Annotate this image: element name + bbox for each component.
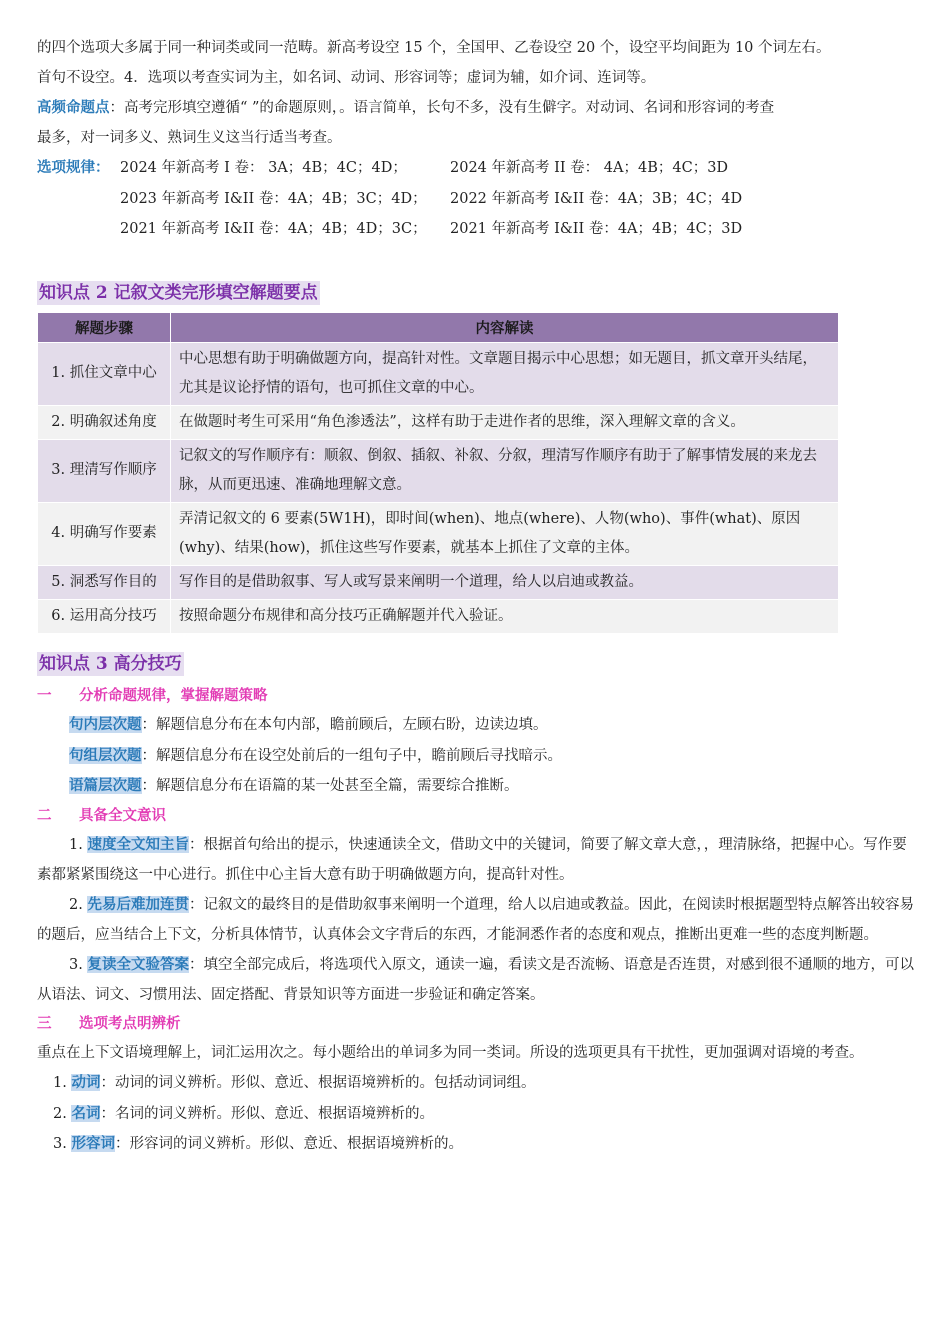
step-cell: 5. 洞悉写作目的: [38, 565, 171, 599]
kp2-heading: [37, 281, 917, 305]
highlight-label: 形容词: [71, 1135, 115, 1152]
highlight-label: 名词: [71, 1104, 101, 1122]
content-cell: 按照命题分布规律和高分技巧正确解题并代入验证。: [171, 599, 839, 633]
step-cell: 4. 明确写作要素: [38, 502, 171, 565]
options-cell: 2022 年新高考 I&II 卷：4A；3B；4C；4D: [450, 190, 743, 207]
options-label: 选项规律：: [37, 159, 110, 176]
kp2-title: 知识点 2 记叙文类完形填空解题要点: [39, 282, 318, 303]
document-page: [37, 34, 917, 1160]
freq-paragraph: [37, 93, 917, 124]
table-row: [38, 405, 839, 439]
intro-line-1: 的四个选项大多属于同一种词类或同一范畴。新高考设空 15 个，全国甲、乙卷设空 20 个，设空平均间距为 10 个词左右。: [37, 40, 831, 56]
table-row: [38, 565, 839, 599]
highlight-label: 动词: [71, 1074, 101, 1091]
content-cell: 写作目的是借助叙事、写人或写景来阐明一个道理，给人以启迪或教益。: [171, 565, 839, 599]
table-row: [38, 439, 839, 502]
options-row: [37, 153, 917, 184]
options-row: [37, 214, 917, 245]
strategy-paragraph: 2. 先易后难加连贯：记叙文的最终目的是借助叙事来阐明一个道理，给人以启迪或教益。因此，在阅读时根据题型特点解答出较容易的题后，应当结合上下文，分析具体情节，认真体会文字背后的东西，才能洞悉作者的态度和观点，推断出更难一些的态度判断题。: [37, 896, 914, 943]
highlight-label: 速度全文知主旨: [87, 836, 189, 853]
freq-label: 高频命题点: [37, 99, 110, 116]
highlight-label: 句组层次题: [69, 746, 142, 764]
table-row: [38, 342, 839, 405]
step-cell: 6. 运用高分技巧: [38, 599, 171, 633]
strategy-item: 语篇层次题：解题信息分布在语篇的某一处甚至全篇，需要综合推断。: [69, 777, 519, 794]
content-cell: 弄清记叙文的 6 要素(5W1H)，即时间(when)、地点(where)、人物(who)、事件(what)、原因(why)、结果(how)，抓住这些写作要素，就基本上抓住了文章的主体。: [171, 502, 839, 565]
strategy-item: 句内层次题：解题信息分布在本句内部，瞻前顾后，左顾右盼，边读边填。: [69, 716, 548, 733]
highlight-label: 句内层次题: [69, 716, 142, 733]
step-cell: 3. 理清写作顺序: [38, 439, 171, 502]
freq-text-2: 最多，对一词多义、熟词生义这当行适当考查。: [37, 129, 342, 146]
option-item: 1. 动词：动词的词义辨析。形似、意近、根据语境辨析的。包括动词词组。: [53, 1074, 536, 1091]
section-heading: 二 具备全文意识: [37, 806, 166, 824]
table-header: 解题步骤: [38, 312, 171, 342]
section-heading: 一 分析命题规律，掌握解题策略: [37, 686, 268, 704]
content-cell: 在做题时考生可采用“角色渗透法”，这样有助于走进作者的思维，深入理解文章的含义。: [171, 405, 839, 439]
freq-text: ：高考完形填空遵循“ ”的命题原则，。语言简单，长句不多，没有生僻字。对动词、名词和形容词的考查: [109, 100, 775, 116]
options-cell: 2021 年新高考 I&II 卷：4A；4B；4C；3D: [450, 221, 743, 237]
section-heading: 三 选项考点明辨析: [37, 1015, 181, 1032]
table-row: [38, 502, 839, 565]
strategy-paragraph: 3. 复读全文验答案：填空全部完成后，将选项代入原文，通读一遍，看读文是否流畅、语意是否连贯，对感到很不通顺的地方，可以从语法、词文、习惯用法、固定搭配、背景知识等方面进一步验证和确定答案。: [37, 956, 914, 1003]
section3-intro: 重点在上下文语境理解上，词汇运用次之。每小题给出的单词多为同一类词。所设的选项更具有干扰性，更加强调对语境的考查。: [37, 1044, 864, 1061]
option-item: 2. 名词：名词的词义辨析。形似、意近、根据语境辨析的。: [53, 1104, 434, 1122]
highlight-label: 复读全文验答案: [87, 956, 189, 973]
highlight-label: 先易后难加连贯: [87, 896, 189, 913]
options-cell: 2021 年新高考 I&II 卷：4A；4B；4D；3C；: [120, 221, 427, 237]
option-item: 3. 形容词：形容词的词义辨析。形似、意近、根据语境辨析的。: [53, 1135, 463, 1152]
kp3-title: 知识点 3 高分技巧: [39, 653, 182, 674]
highlight-label: 语篇层次题: [69, 777, 142, 794]
options-cell: 2023 年新高考 I&II 卷：4A；4B；3C；4D；: [120, 190, 427, 207]
step-cell: 2. 明确叙述角度: [38, 405, 171, 439]
intro-line-2: 首句不设空。4．选项以考查实词为主，如名词、动词、形容词等；虚词为辅，如介词、连词等。: [37, 69, 656, 86]
step-cell: 1. 抓住文章中心: [38, 342, 171, 405]
options-cell: 2024 年新高考 II 卷： 4A；4B；4C；3D: [450, 160, 729, 176]
content-cell: 记叙文的写作顺序有：顺叙、倒叙、插叙、补叙、分叙，理清写作顺序有助于了解事情发展的来龙去脉，从而更迅速、准确地理解文意。: [171, 439, 839, 502]
table-row: [38, 599, 839, 633]
strategy-paragraph: 1. 速度全文知主旨：根据首句给出的提示，快速通读全文，借助文中的关键词，简要了解文章大意，，理清脉络，把握中心。写作要素都紧紧围绕这一中心进行。抓住中心主旨大意有助于明确做题方向，提高针对性。: [37, 836, 907, 883]
kp3-heading: [37, 652, 917, 676]
options-row: [37, 184, 917, 215]
table-header: 内容解读: [171, 312, 839, 342]
options-cell: 2024 年新高考 I 卷： 3A；4B；4C；4D；: [120, 160, 407, 176]
kp2-table: [37, 312, 839, 634]
strategy-item: 句组层次题：解题信息分布在设空处前后的一组句子中，瞻前顾后寻找暗示。: [69, 746, 562, 764]
content-cell: 中心思想有助于明确做题方向，提高针对性。文章题目揭示中心思想；如无题目，抓文章开头结尾，尤其是议论抒情的语句，也可抓住文章的中心。: [171, 342, 839, 405]
